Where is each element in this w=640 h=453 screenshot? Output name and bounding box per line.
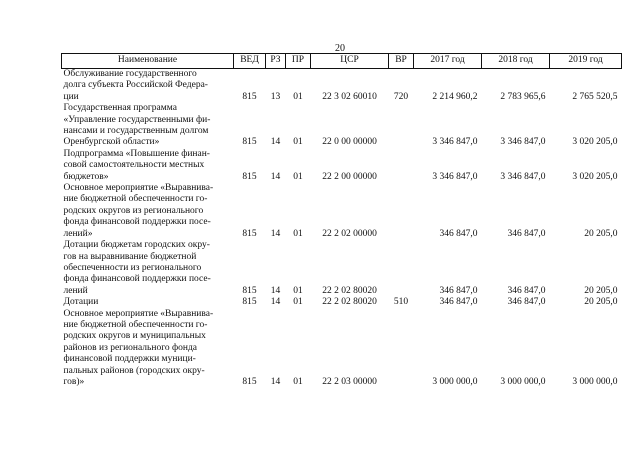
row-2017: 3 346 847,0 [432, 137, 478, 148]
row-csr: 22 2 02 00000 [322, 228, 377, 239]
row-pr: 01 [293, 228, 303, 239]
row-vr [389, 149, 414, 183]
table-row [62, 69, 622, 104]
row-2019: 3 020 205,0 [572, 171, 618, 182]
row-ved: 815 [242, 285, 257, 296]
row-pr: 01 [293, 171, 303, 182]
row-rz: 14 [270, 285, 281, 296]
table-row [62, 149, 622, 183]
row-vr: 510 [393, 297, 409, 308]
row-ved: 815 [242, 137, 257, 148]
table-row [62, 240, 622, 297]
page-number: 20 [335, 43, 345, 54]
row-csr: 22 3 02 60010 [322, 91, 377, 102]
row-name: Государственная программа «Управление государственными фи- нансами и государственным долгом Оренбургской области» [63, 103, 211, 148]
row-2019: 2 765 520,5 [572, 91, 618, 102]
header-name: Наименование [62, 54, 234, 69]
row-vr [389, 183, 414, 240]
row-csr: 22 2 02 80020 [322, 297, 377, 308]
header-2018: 2018 год [482, 54, 550, 69]
row-vr: 720 [393, 91, 409, 102]
row-2018: 346 847,0 [507, 297, 546, 308]
row-2019: 20 205,0 [584, 297, 618, 308]
row-2018: 2 783 965,6 [500, 91, 546, 102]
row-csr: 22 2 00 00000 [322, 171, 377, 182]
row-2019: 3 000 000,0 [572, 376, 618, 387]
row-csr: 22 0 00 00000 [322, 137, 377, 148]
row-2018: 3 000 000,0 [500, 376, 546, 387]
row-name: Подпрограмма «Повышение финан- совой самостоятельности местных бюджетов» [63, 148, 210, 182]
row-csr: 22 2 03 00000 [322, 376, 377, 387]
header-rz: РЗ [266, 54, 286, 69]
row-vr [389, 103, 414, 149]
row-ved: 815 [242, 297, 257, 308]
row-2019: 20 205,0 [584, 228, 618, 239]
row-ved: 815 [242, 171, 257, 182]
row-name: Обслуживание государственного долга субъекта Российской Федера- ции [63, 69, 208, 102]
row-vr [389, 240, 414, 297]
row-rz: 14 [270, 171, 281, 182]
row-2017: 3 000 000,0 [432, 376, 478, 387]
row-rz: 14 [270, 376, 281, 387]
row-rz: 13 [270, 91, 281, 102]
row-ved: 815 [242, 376, 257, 387]
row-2019: 20 205,0 [584, 285, 618, 296]
table-row [62, 103, 622, 149]
row-pr: 01 [293, 91, 303, 102]
header-csr: ЦСР [311, 54, 389, 69]
header-ved: ВЕД [234, 54, 266, 69]
row-name: Основное мероприятие «Выравнива- ние бюджетной обеспеченности го- родских округов и муниципальных районов из регионального фонда финансовой поддержки муници- пальных районов (городских окру- гов)» [63, 308, 214, 387]
table-row [62, 297, 622, 308]
row-2018: 346 847,0 [507, 228, 546, 239]
row-rz: 14 [270, 228, 281, 239]
row-pr: 01 [293, 297, 303, 308]
row-2017: 346 847,0 [439, 228, 478, 239]
row-vr [389, 309, 414, 389]
row-2017: 346 847,0 [439, 297, 478, 308]
row-2018: 346 847,0 [507, 285, 546, 296]
row-pr: 01 [293, 376, 303, 387]
row-rz: 14 [270, 297, 281, 308]
table-row [62, 183, 622, 240]
row-pr: 01 [293, 137, 303, 148]
budget-table [61, 53, 622, 388]
header-vr: ВР [389, 54, 414, 69]
row-2017: 3 346 847,0 [432, 171, 478, 182]
row-name: Дотации [63, 297, 99, 308]
row-2019: 3 020 205,0 [572, 137, 618, 148]
table-header-row [62, 54, 622, 69]
table-row [62, 309, 622, 389]
row-2017: 346 847,0 [439, 285, 478, 296]
row-csr: 22 2 02 80020 [322, 285, 377, 296]
header-2017: 2017 год [414, 54, 482, 69]
row-2018: 3 346 847,0 [500, 171, 546, 182]
row-2018: 3 346 847,0 [500, 137, 546, 148]
row-rz: 14 [270, 137, 281, 148]
header-2019: 2019 год [550, 54, 622, 69]
row-ved: 815 [242, 91, 257, 102]
row-ved: 815 [242, 228, 257, 239]
row-name: Дотации бюджетам городских окру- гов на выравнивание бюджетной обеспеченности из регионального фонда финансовой поддержки посе- лений [63, 240, 211, 296]
header-pr: ПР [286, 54, 311, 69]
row-2017: 2 214 960,2 [432, 91, 478, 102]
row-name: Основное мероприятие «Выравнива- ние бюджетной обеспеченности го- родских округов из регионального фонда финансовой поддержки посе- лений» [63, 183, 214, 239]
row-pr: 01 [293, 285, 303, 296]
